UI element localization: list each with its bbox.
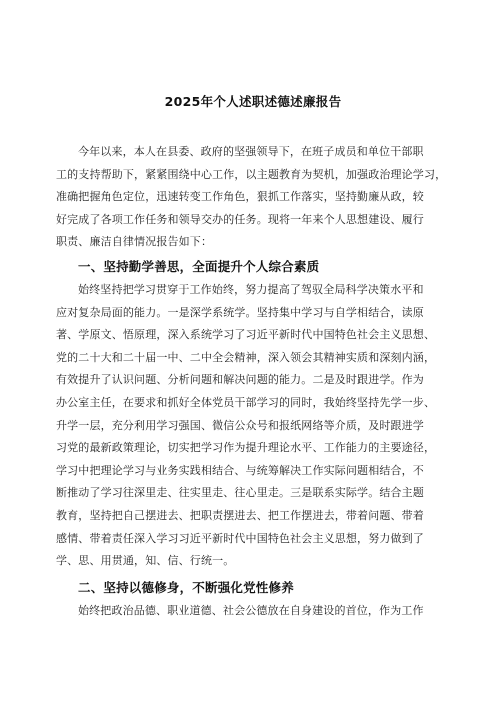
section-1-line: 断推动了学习往深里走、往实里走、往心里走。三是联系实际学。结合主题 — [56, 486, 424, 500]
section-2-paragraph — [56, 600, 450, 623]
section-1-heading: 一、坚持勤学善思，全面提升个人综合素质 — [78, 258, 320, 274]
section-1-line: 感情、带着责任深入学习习近平新时代中国特色社会主义思想，努力做到了 — [56, 531, 424, 545]
section-1-line: 学、思、用贯通，知、信、行统一。 — [56, 554, 235, 568]
section-1-line: 著、学原文、悟原理，深入系统学习了习近平新时代中国特色社会主义思想、 — [56, 328, 436, 342]
section-1-line: 教育，坚持把自己摆进去、把职责摆进去、把工作摆进去，带着问题、带着 — [56, 508, 424, 522]
intro-paragraph — [56, 141, 450, 254]
intro-line: 工的支持帮助下，紧紧围绕中心工作，以主题教育为契机，加强政治理论学习， — [56, 167, 447, 181]
section-1-line: 应对复杂局面的能力。一是深学系统学。坚持集中学习与自学相结合，读原 — [56, 305, 424, 319]
section-1-line: 有效提升了认识问题、分析问题和解决问题的能力。二是及时跟进学。作为 — [56, 373, 424, 387]
section-1-line: 学习中把理论学习与业务实践相结合、与统筹解决工作实际问题相结合，不 — [56, 463, 424, 477]
section-1-line: 习党的最新政策理论，切实把学习作为提升理论水平、工作能力的主要途径， — [56, 441, 436, 455]
section-1-line: 始终坚持把学习贯穿于工作始终，努力提高了驾驭全局科学决策水平和 — [78, 282, 424, 296]
intro-line: 今年以来，本人在县委、政府的坚强领导下，在班子成员和单位干部职 — [78, 145, 424, 158]
section-2-heading: 二、坚持以德修身，不断强化党性修养 — [78, 579, 294, 595]
section-1-paragraph — [56, 279, 450, 573]
section-2-line: 始终把政治品德、职业道德、社会公德放在自身建设的首位，作为工作 — [78, 603, 424, 617]
intro-line: 准确把握角色定位，迅速转变工作角色，狠抓工作落实，坚持勤廉从政，较 — [56, 190, 424, 204]
section-1-line: 办公室主任，在要求和抓好全体党员干部学习的同时，我始终坚持先学一步、 — [56, 395, 436, 409]
section-1-line: 党的二十大和二十届一中、二中全会精神，深入领会其精神实质和深刻内涵， — [56, 350, 436, 364]
document-title: 2025年个人述职述德述廉报告 — [164, 94, 342, 109]
section-1-line: 升学一层，充分利用学习强国、微信公众号和报纸网络等介质，及时跟进学 — [56, 418, 424, 432]
intro-line: 好完成了各项工作任务和领导交办的任务。现将一年来个人思想建设、履行 — [56, 212, 424, 226]
intro-line: 职责、廉洁自律情况报告如下： — [56, 235, 213, 249]
